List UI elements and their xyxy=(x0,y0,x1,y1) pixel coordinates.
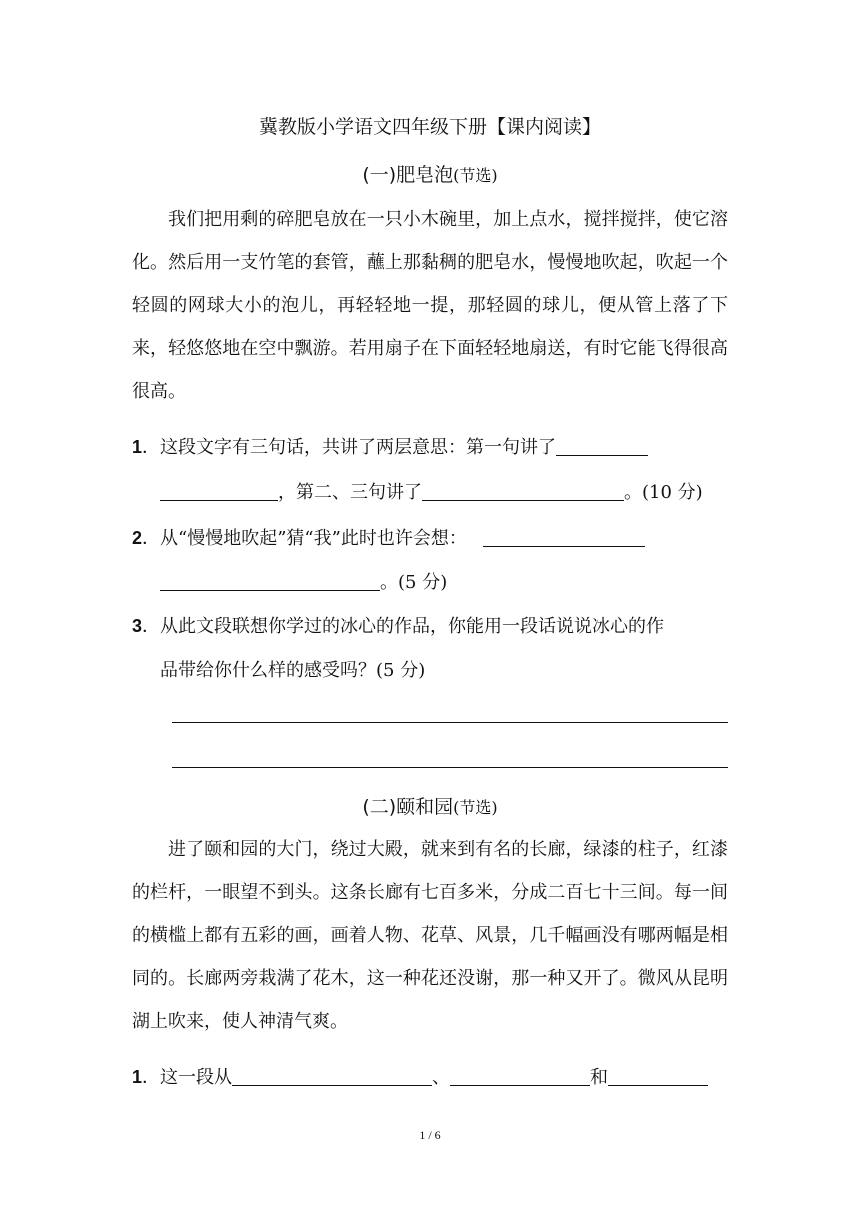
question-4-sep-1: 、 xyxy=(432,1067,451,1088)
answer-line[interactable] xyxy=(172,722,728,723)
question-2-text: ．从“慢慢地吹起”猜“我”此时也许会想： xyxy=(142,528,467,549)
question-4-sep-2: 和 xyxy=(590,1067,609,1088)
question-2-points: 。(5 分) xyxy=(380,572,448,593)
question-3-text-2: 品带给你什么样的感受吗？(5 分) xyxy=(160,660,426,681)
question-3-line-1 xyxy=(132,612,664,638)
section-1-heading xyxy=(0,160,860,187)
document-title: 冀教版小学语文四年级下册【课内阅读】 xyxy=(258,116,601,138)
question-3-text: ．从此文段联想你学过的冰心的作品，你能用一段话说说冰心的作 xyxy=(142,616,665,637)
question-4-text: ．这一段从 xyxy=(142,1067,233,1088)
answer-blank[interactable] xyxy=(232,1067,432,1086)
question-1-text: ．这段文字有三句话，共讲了两层意思：第一句讲了 xyxy=(142,437,557,458)
section-2-heading xyxy=(0,792,860,819)
answer-blank[interactable] xyxy=(608,1067,708,1086)
passage-1: 我们把用剩的碎肥皂放在一只小木碗里，加上点水，搅拌搅拌，使它溶化。然后用一支竹笔的套管，蘸上那黏稠的肥皂水，慢慢地吹起，吹起一个轻圆的网球大小的泡儿，再轻轻地一提，那轻圆的球儿，便从管上落了下来，轻悠悠地在空中飘游。若用扇子在下面轻轻地扇送，有时它能飞得很高很高。 xyxy=(132,209,728,402)
answer-blank[interactable] xyxy=(450,1067,590,1086)
answer-line[interactable] xyxy=(172,767,728,768)
answer-blank[interactable] xyxy=(422,482,624,501)
answer-blank[interactable] xyxy=(160,482,278,501)
answer-blank[interactable] xyxy=(556,437,648,456)
question-1-number: 1 xyxy=(132,437,143,457)
section-2-note: (节选) xyxy=(453,798,498,817)
question-2-number: 2 xyxy=(132,528,143,548)
page-number: 1 / 6 xyxy=(419,1128,441,1142)
section-1-title: (一)肥皂泡 xyxy=(362,164,454,186)
question-2-line-1 xyxy=(132,524,645,550)
question-3-line-2 xyxy=(160,656,425,682)
section-2-title: (二)颐和园 xyxy=(362,796,454,818)
answer-blank[interactable] xyxy=(160,572,380,591)
question-1-points: 。(10 分) xyxy=(624,482,703,503)
answer-blank[interactable] xyxy=(483,528,645,547)
question-2-line-2 xyxy=(160,568,447,594)
section-1-note: (节选) xyxy=(453,166,498,185)
question-1-line-1 xyxy=(132,433,648,459)
question-1-line-2 xyxy=(160,478,703,504)
question-4-line-1 xyxy=(132,1063,708,1089)
question-3-number: 3 xyxy=(132,616,143,636)
question-1-text-2: ，第二、三句讲了 xyxy=(278,482,422,503)
question-4-number: 1 xyxy=(132,1067,143,1087)
passage-2: 进了颐和园的大门，绕过大殿，就来到有名的长廊，绿漆的柱子，红漆的栏杆，一眼望不到头。这条长廊有七百多米，分成二百七十三间。每一间的横槛上都有五彩的画，画着人物、花草、风景，几千幅画没有哪两幅是相同的。长廊两旁栽满了花木，这一种花还没谢，那一种又开了。微风从昆明湖上吹来，使人神清气爽。 xyxy=(132,839,728,1032)
